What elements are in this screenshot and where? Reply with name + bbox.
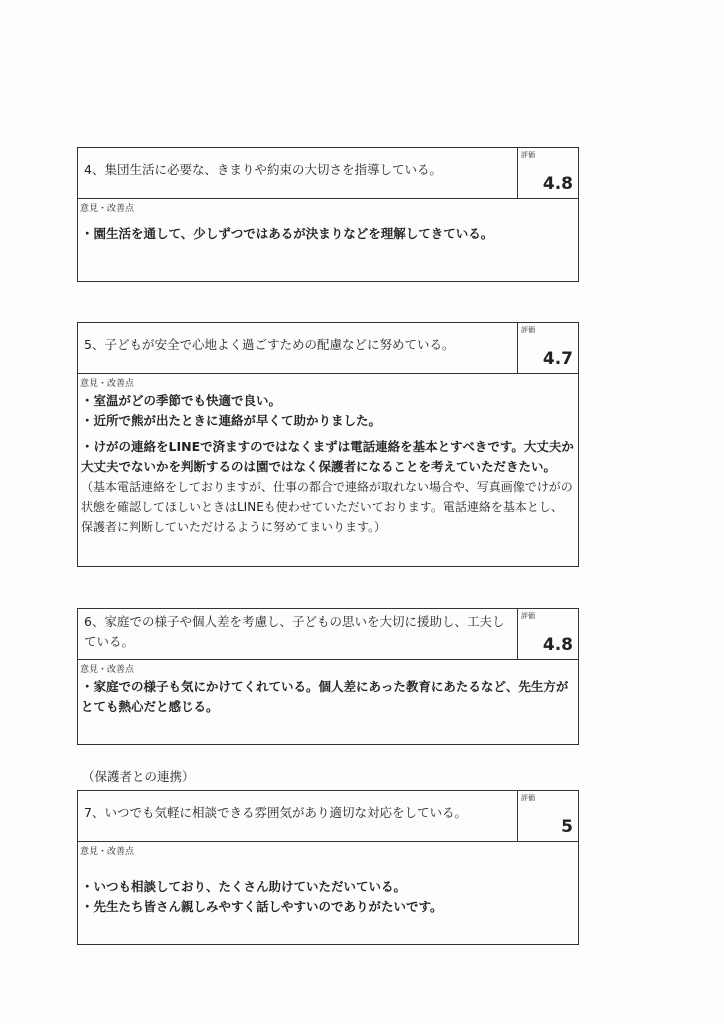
rating-cell <box>518 791 578 841</box>
comments-label: 意見・改善点 <box>80 204 135 214</box>
rating-cell <box>518 148 578 198</box>
rating-label: 評価 <box>521 151 535 159</box>
comments-box <box>77 659 579 745</box>
rating-label: 評価 <box>521 326 535 334</box>
comments-label: 意見・改善点 <box>80 847 135 857</box>
comment-line: ・園生活を通して、少しずつではあるが決まりなどを理解してきている。 <box>81 226 494 241</box>
evaluation-item-6 <box>77 608 579 745</box>
rating-value: 4.7 <box>542 349 573 369</box>
comments-box <box>77 198 579 282</box>
comments-box <box>77 373 579 567</box>
rating-label: 評価 <box>521 612 535 620</box>
comments-box <box>77 841 579 945</box>
evaluation-item-5 <box>77 322 579 567</box>
question-text: 6、家庭での様子や個人差を考慮し、子どもの思いを大切に援助し、工夫している。 <box>78 609 518 659</box>
comments-label: 意見・改善点 <box>80 665 135 675</box>
rating-cell <box>518 609 578 659</box>
rating-cell <box>518 323 578 373</box>
question-text: 7、いつでも気軽に相談できる雰囲気があり適切な対応をしている。 <box>78 791 518 841</box>
comment-line: ・いつも相談しており、たくさん助けていただいている。 <box>81 879 407 894</box>
comment-line: ・近所で熊が出たときに連絡が早くて助かりました。 <box>81 413 382 428</box>
reply-text: （基本電話連絡をしておりますが、仕事の都合で連絡が取れない場合や、写真画像でけがの状態を確認してほしいときはLINEも使わせていただいております。電話連絡を基本とし、保護者に判断していただけるように努めてまいります。） <box>81 480 573 534</box>
rating-value: 4.8 <box>542 174 573 194</box>
section-heading: （保護者との連携） <box>82 769 195 784</box>
comment-line: ・先生たち皆さん親しみやすく話しやすいのでありがたいです。 <box>81 899 443 914</box>
question-text: 4、集団生活に必要な、きまりや約束の大切さを指導している。 <box>78 148 518 198</box>
rating-value: 4.8 <box>542 635 573 655</box>
comment-line: ・家庭での様子も気にかけてくれている。個人差にあった教育にあたるなど、先生方がとても熱心だと感じる。 <box>81 679 569 714</box>
evaluation-item-7 <box>77 790 579 945</box>
evaluation-item-4 <box>77 147 579 282</box>
comments-label: 意見・改善点 <box>80 379 135 389</box>
comment-line: ・けがの連絡をLINEで済ますのではなくまずは電話連絡を基本とすべきです。大丈夫か大丈夫でないかを判断するのは園ではなく保護者になることを考えていただきたい。 <box>81 439 574 474</box>
rating-value: 5 <box>561 817 573 837</box>
question-text: 5、子どもが安全で心地よく過ごすための配慮などに努めている。 <box>78 323 518 373</box>
comment-line: ・室温がどの季節でも快適で良い。 <box>81 393 282 408</box>
rating-label: 評価 <box>521 794 535 802</box>
